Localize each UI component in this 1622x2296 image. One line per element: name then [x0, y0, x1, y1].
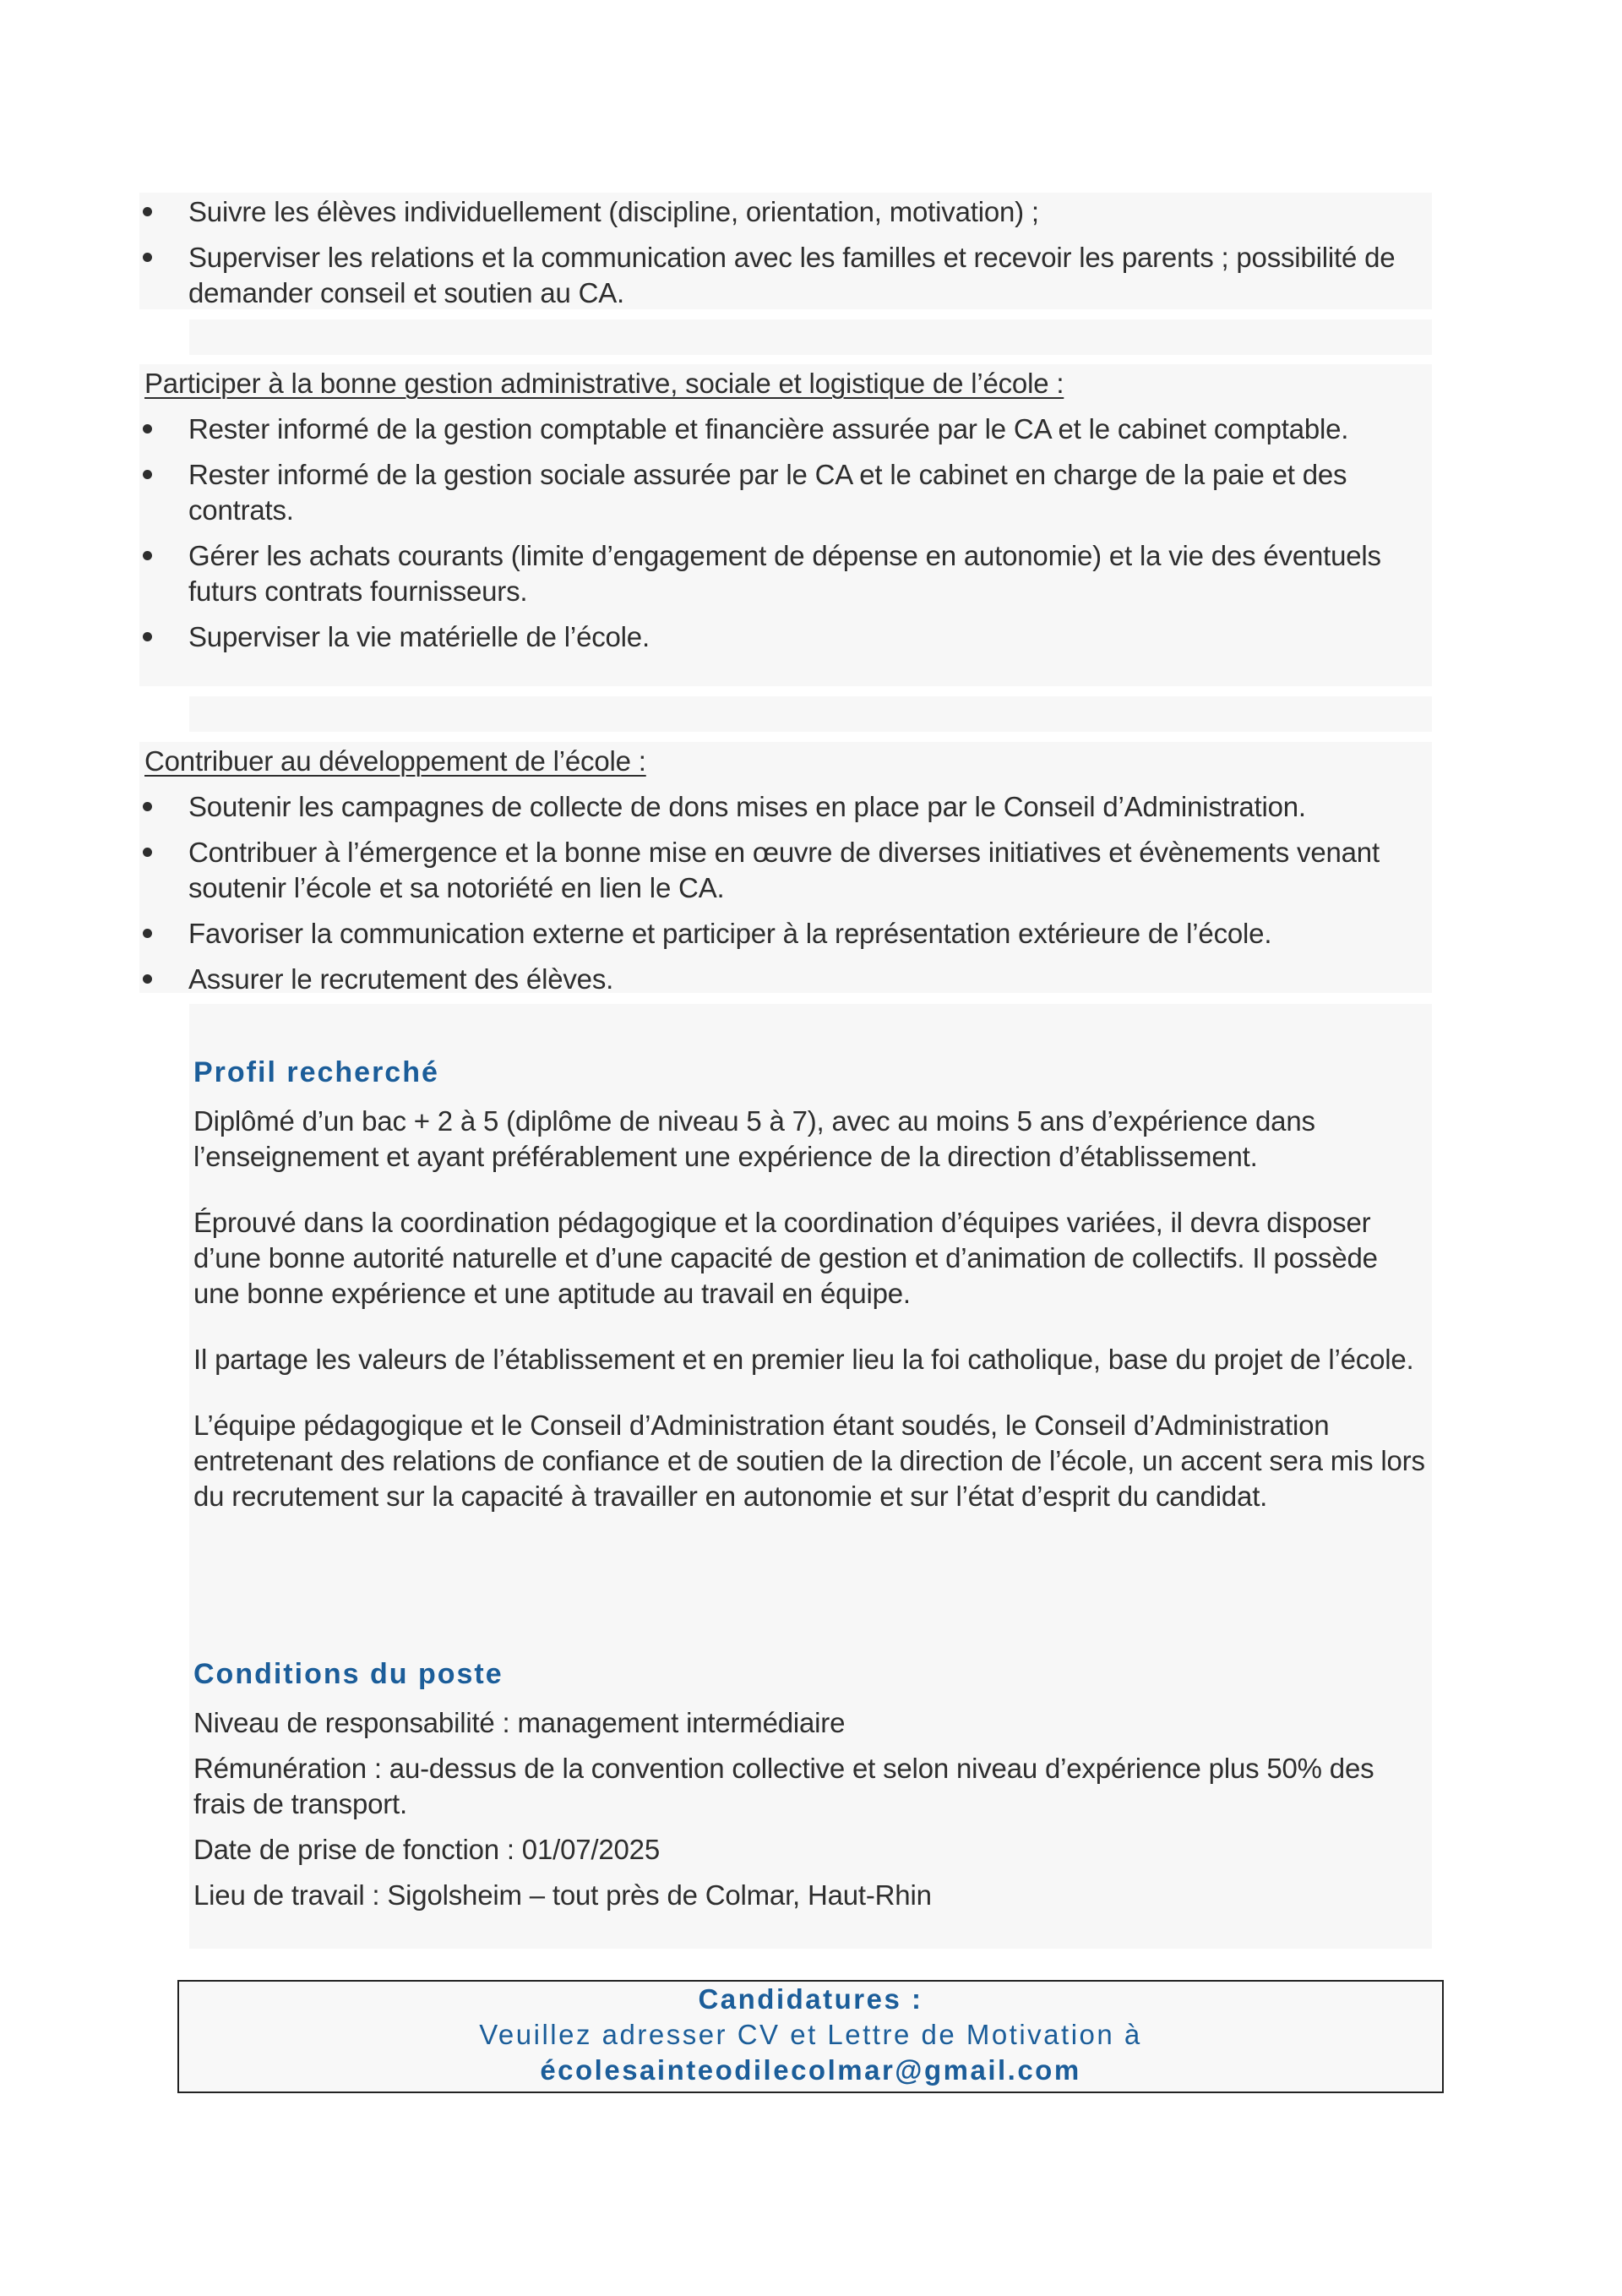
shade-spacer-1 [189, 319, 1432, 355]
list-item: Soutenir les campagnes de collecte de dons mises en place par le Conseil d’Administration. [139, 789, 1429, 825]
profile-section [193, 1055, 1427, 1514]
list-item: Rester informé de la gestion sociale assurée par le CA et le cabinet en charge de la paie et des contrats. [139, 457, 1412, 528]
bullet-icon [143, 470, 152, 479]
bullet-icon [143, 848, 152, 857]
development-section [144, 744, 1429, 997]
responsibilities-list-top [139, 194, 1407, 311]
list-item: Gérer les achats courants (limite d’engagement de dépense en autonomie) et la vie des éventuels futurs contrats fournisseurs. [139, 538, 1412, 609]
list-item: Assurer le recrutement des élèves. [139, 962, 1429, 997]
bullet-icon [143, 253, 152, 262]
applications-box [177, 1980, 1444, 2093]
profile-paragraph: Il partage les valeurs de l’établissement et en premier lieu la foi catholique, base du projet de l’école. [193, 1344, 1414, 1375]
list-item: Contribuer à l’émergence et la bonne mise en œuvre de diverses initiatives et évènements venant soutenir l’école et sa notoriété en lien le CA. [139, 835, 1429, 906]
bullet-icon [143, 207, 152, 216]
profile-paragraph: Éprouvé dans la coordination pédagogique et la coordination d’équipes variées, il devra disposer d’une bonne autorité naturelle et d’une capacité de gestion et d’animation de collectifs. Il possède une bonne expérience et une aptitude au travail en équipe. [193, 1207, 1378, 1309]
admin-section [144, 366, 1412, 655]
profile-paragraph: L’équipe pédagogique et le Conseil d’Administration étant soudés, le Conseil d’Administration entretenant des relations de confiance et de soutien de la direction de l’école, un accent sera mis lors du recrutement sur la capacité à travailler en autonomie et sur l’état d’esprit du candidat. [193, 1410, 1425, 1512]
bullet-icon [143, 929, 152, 938]
profile-paragraph: Diplômé d’un bac + 2 à 5 (diplôme de niveau 5 à 7), avec au moins 5 ans d’expérience dans l’enseignement et ayant préférablement une expérience de la direction d’établissement. [193, 1105, 1315, 1172]
bullet-icon [143, 424, 152, 434]
condition-line: Date de prise de fonction : 01/07/2025 [193, 1834, 660, 1865]
section-heading-admin: Participer à la bonne gestion administrative, sociale et logistique de l’école : [144, 368, 1064, 399]
list-item: Superviser les relations et la communication avec les familles et recevoir les parents ; possibilité de demander conseil et soutien au CA. [139, 240, 1407, 311]
applications-email-link[interactable]: écolesainteodilecolmar@gmail.com [540, 2054, 1081, 2086]
bullet-icon [143, 632, 152, 641]
list-item: Favoriser la communication externe et participer à la représentation extérieure de l’école. [139, 916, 1429, 952]
conditions-section [193, 1656, 1427, 1913]
bullet-icon [143, 974, 152, 984]
list-item: Suivre les élèves individuellement (discipline, orientation, motivation) ; [139, 194, 1407, 230]
bullet-icon [143, 802, 152, 811]
bullet-icon [143, 551, 152, 560]
conditions-title: Conditions du poste [193, 1658, 503, 1690]
profile-title: Profil recherché [193, 1056, 439, 1088]
applications-instruction: Veuillez adresser CV et Lettre de Motivation à [479, 2019, 1142, 2050]
section-heading-development: Contribuer au développement de l’école : [144, 745, 646, 777]
list-item: Rester informé de la gestion comptable et financière assurée par le CA et le cabinet comptable. [139, 412, 1412, 447]
shade-spacer-2 [189, 696, 1432, 732]
condition-line: Lieu de travail : Sigolsheim – tout près de Colmar, Haut-Rhin [193, 1879, 932, 1911]
condition-line: Rémunération : au-dessus de la convention collective et selon niveau d’expérience plus 50% des frais de transport. [193, 1753, 1374, 1819]
applications-title: Candidatures : [698, 1983, 923, 2015]
list-item: Superviser la vie matérielle de l’école. [139, 619, 1412, 655]
condition-line: Niveau de responsabilité : management intermédiaire [193, 1707, 846, 1738]
